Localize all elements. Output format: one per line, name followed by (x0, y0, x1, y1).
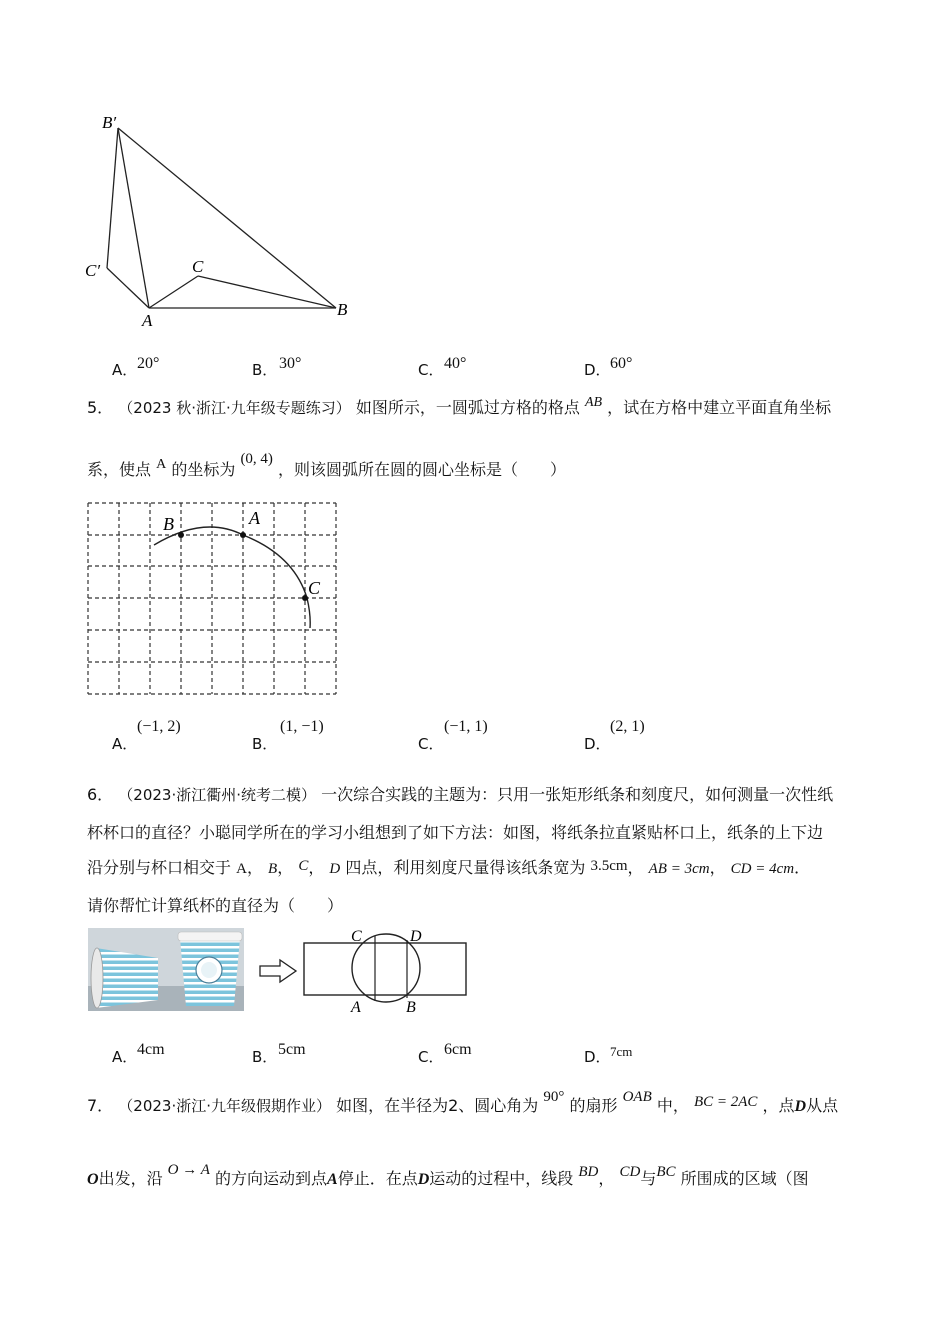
q4-option-b-value: 30° (279, 355, 302, 372)
q5-line-1 (87, 395, 831, 418)
q6-option-b-value: 5cm (278, 1041, 306, 1058)
q7-text-2: 的扇形 (569, 1096, 618, 1115)
q6-cup-photo (88, 928, 244, 1011)
q4-option-c-letter: C． (418, 361, 444, 379)
q6-label-b: B (406, 999, 416, 1016)
label-c: C (192, 257, 204, 276)
q7-text-8: 停止．在点 (337, 1169, 418, 1188)
q5-coord: (0, 4) (240, 451, 273, 467)
q7-number: 7． (87, 1096, 114, 1115)
q5-option-b-value: (1, −1) (280, 718, 324, 735)
q6-ab-eq: AB = 3cm (648, 861, 710, 877)
q7-o: O (87, 1171, 99, 1188)
q6-option-a-value: 4cm (137, 1041, 165, 1058)
label-bprime: B′ (102, 113, 117, 132)
q6-width: 3.5cm (590, 858, 628, 874)
q6-number: 6． (87, 785, 114, 804)
q5-math-ab: AB (584, 395, 603, 410)
q5-text-4: 的坐标为 (171, 460, 236, 479)
q6-math-b: B (268, 861, 278, 877)
q5-option-d-letter: D． (584, 735, 611, 753)
q6-text-1: 一次综合实践的主题为：只用一张矩形纸条和刻度尺，如何测量一次性纸 (321, 785, 834, 804)
q4-option-b-letter: B． (252, 361, 278, 379)
q4-option-d-value: 60° (610, 355, 633, 372)
q6-option-a-letter: A． (112, 1048, 138, 1066)
line-bprime-a (118, 128, 149, 308)
q7-text-3: 中， (656, 1096, 689, 1115)
q7-text-4: ，点 (762, 1096, 795, 1115)
right-arrow-icon (258, 958, 298, 984)
q5-math-a: A (156, 457, 167, 472)
q7-path: O → A (167, 1162, 210, 1178)
q7-text-6: 出发，沿 (98, 1169, 163, 1188)
q5-arc (154, 527, 310, 628)
q5-label-a: A (249, 508, 260, 528)
q6-line-2: 杯杯口的直径？小聪同学所在的学习小组想到了如下方法：如图，将纸条拉直紧贴杯口上，纸条的上下边 (87, 823, 824, 842)
q5-point-b (178, 532, 184, 538)
q4-option-d-letter: D． (584, 361, 611, 379)
q7-source: （2023·浙江·九年级假期作业） (118, 1097, 331, 1115)
q6-option-c-value: 6cm (444, 1041, 472, 1058)
q7-text-11: 所围成的区域（图 (680, 1169, 809, 1188)
q6-label-a: A (351, 999, 361, 1016)
q7-line-1 (87, 1089, 839, 1116)
q7-bc: BC (656, 1164, 676, 1180)
q7-text-9: 运动的过程中，线段 (429, 1169, 574, 1188)
q7-line-2: O出发，沿 O → A 的方向运动到点A停止．在点D运动的过程中，线段 BD， CD与BC 所围成的区域（图 (87, 1162, 809, 1188)
q7-text-10: 与 (640, 1169, 657, 1188)
q7-oab: OAB (622, 1089, 652, 1105)
q6-option-c-letter: C． (418, 1048, 444, 1066)
q7-angle: 90° (543, 1089, 565, 1105)
q5-option-a-letter: A． (112, 735, 138, 753)
q4-option-a-letter: A． (112, 361, 138, 379)
q6-math-c: C (298, 858, 309, 874)
q7-arc-eq: BC = 2AC (693, 1094, 758, 1110)
q6-line-1 (87, 782, 833, 805)
q6-paper-strip (304, 943, 466, 995)
q6-strip-circle-figure (300, 924, 470, 1016)
q6-text-3a: 沿分别与杯口相交于 (87, 858, 232, 877)
label-a: A (142, 311, 153, 330)
q7-text-7: 的方向运动到点 (215, 1169, 328, 1188)
q6-line-3: 沿分别与杯口相交于 A， B， C， D 四点，利用刻度尺量得该纸条宽为 3.5cm， AB = 3cm， CD = 4cm． (87, 858, 811, 877)
q4-option-c-value: 40° (444, 355, 467, 372)
q7-d: D (794, 1098, 807, 1115)
q5-source: （2023 秋·浙江·九年级专题练习） (118, 399, 351, 417)
line-bprime-b (118, 128, 336, 308)
q6-line-4: 请你帮忙计算纸杯的直径为（ ） (87, 896, 344, 915)
q5-text-1: 如图所示，一圆弧过方格的格点 (355, 398, 580, 417)
q5-label-b: B (163, 514, 174, 534)
q6-label-d: D (410, 928, 422, 945)
q6-cd-eq: CD = 4cm (730, 861, 795, 877)
q5-point-a (240, 532, 246, 538)
q6-source: （2023·浙江衢州·统考二模） (118, 786, 316, 804)
q5-option-b-letter: B． (252, 735, 278, 753)
q6-option-b-letter: B． (252, 1048, 278, 1066)
q5-option-d-value: (2, 1) (610, 718, 645, 735)
q5-text-2: ，试在方格中建立平面直角坐标 (607, 398, 832, 417)
line-a-c (149, 276, 198, 308)
q4-figure (80, 108, 360, 330)
line-bprime-cprime (107, 128, 118, 268)
q6-math-a: A (236, 861, 247, 877)
q5-label-c: C (308, 578, 321, 598)
label-cprime: C′ (85, 261, 101, 280)
q6-text-3b: 四点，利用刻度尺量得该纸条宽为 (345, 858, 586, 877)
q7-text-1: 如图，在半径为2、圆心角为 (336, 1096, 539, 1115)
q5-number: 5． (87, 398, 114, 417)
q6-label-c: C (351, 928, 362, 945)
q5-option-c-value: (−1, 1) (444, 718, 488, 735)
q7-a: A (327, 1171, 338, 1188)
q5-grid-figure (84, 500, 344, 700)
label-b: B (337, 300, 348, 319)
q5-text-3: 系，使点 (87, 460, 152, 479)
q7-text-5: 从点 (806, 1096, 839, 1115)
q7-cd: CD (619, 1164, 641, 1180)
q5-text-5: ，则该圆弧所在圆的圆心坐标是（ ） (278, 460, 567, 479)
q4-option-a-value: 20° (137, 355, 160, 372)
q7-d-2: D (417, 1171, 430, 1188)
q5-option-c-letter: C． (418, 735, 444, 753)
q6-math-d: D (329, 861, 341, 877)
q5-line-2 (87, 451, 567, 480)
line-c-b (198, 276, 336, 308)
q7-bd: BD (578, 1164, 599, 1180)
q6-option-d-value: 7cm (610, 1044, 633, 1059)
q6-option-d-letter: D． (584, 1048, 611, 1066)
q5-option-a-value: (−1, 2) (137, 718, 181, 735)
